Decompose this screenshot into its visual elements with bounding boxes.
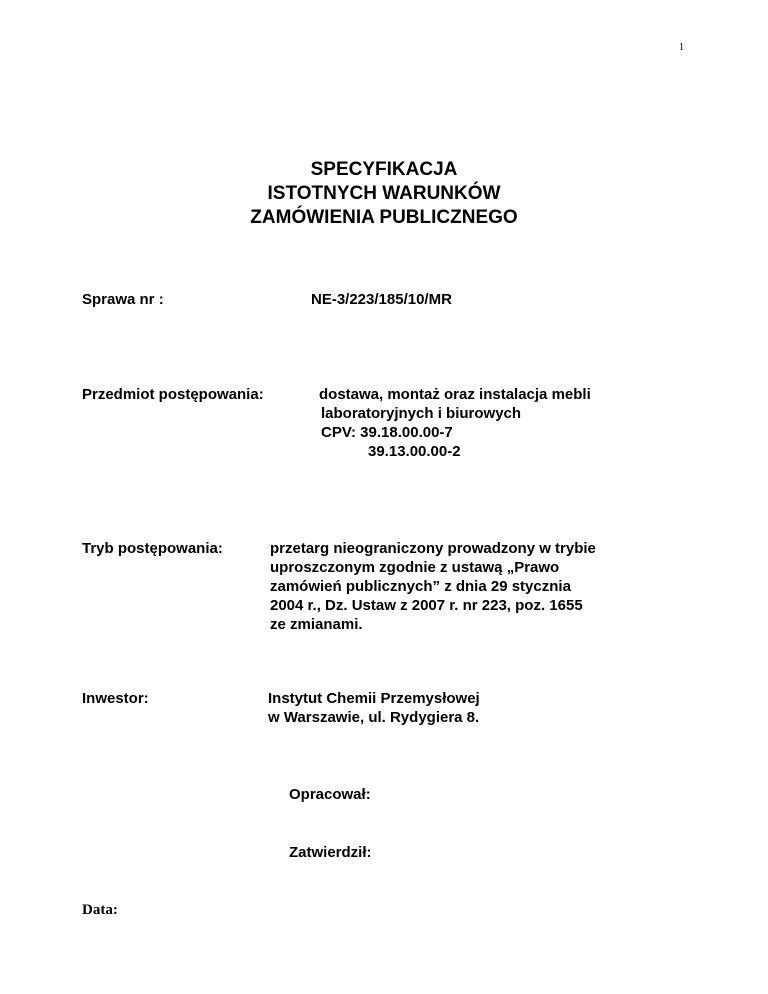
subject-line-3: CPV: 39.18.00.00-7 [321, 424, 453, 441]
title-line-2: ISTOTNYCH WARUNKÓW [267, 183, 501, 204]
title-line-1: SPECYFIKACJA [310, 159, 458, 180]
mode-value [270, 539, 596, 634]
document-title [0, 158, 768, 230]
mode-line-1: przetarg nieograniczony prowadzony w trybie [270, 540, 596, 557]
investor-line-2: w Warszawie, ul. Rydygiera 8. [268, 709, 480, 726]
subject-line-2: laboratoryjnych i biurowych [321, 405, 522, 422]
mode-line-3: zamówień publicznych” z dnia 29 stycznia [270, 578, 571, 595]
investor-value [268, 689, 480, 727]
subject-line-1: dostawa, montaż oraz instalacja mebli [319, 386, 591, 403]
case-number-label: Sprawa nr : [82, 291, 164, 308]
case-number-value: NE-3/223/185/10/MR [311, 291, 452, 308]
mode-label: Tryb postępowania: [82, 540, 223, 557]
date-label: Data: [82, 902, 118, 918]
investor-line-1: Instytut Chemii Przemysłowej [268, 690, 480, 707]
prepared-by-label: Opracował: [289, 786, 371, 803]
mode-line-2: uproszczonym zgodnie z ustawą „Prawo [270, 559, 560, 576]
investor-label: Inwestor: [82, 690, 149, 707]
mode-line-4: 2004 r., Dz. Ustaw z 2007 r. nr 223, poz. 1655 [270, 597, 583, 614]
mode-line-5: ze zmianami. [270, 616, 363, 633]
subject-label: Przedmiot postępowania: [82, 386, 264, 403]
subject-line-4: 39.13.00.00-2 [368, 443, 461, 460]
subject-value [319, 385, 591, 461]
approved-by-label: Zatwierdził: [289, 844, 372, 861]
title-line-3: ZAMÓWIENIA PUBLICZNEGO [250, 207, 518, 228]
page-number: 1 [679, 42, 684, 53]
